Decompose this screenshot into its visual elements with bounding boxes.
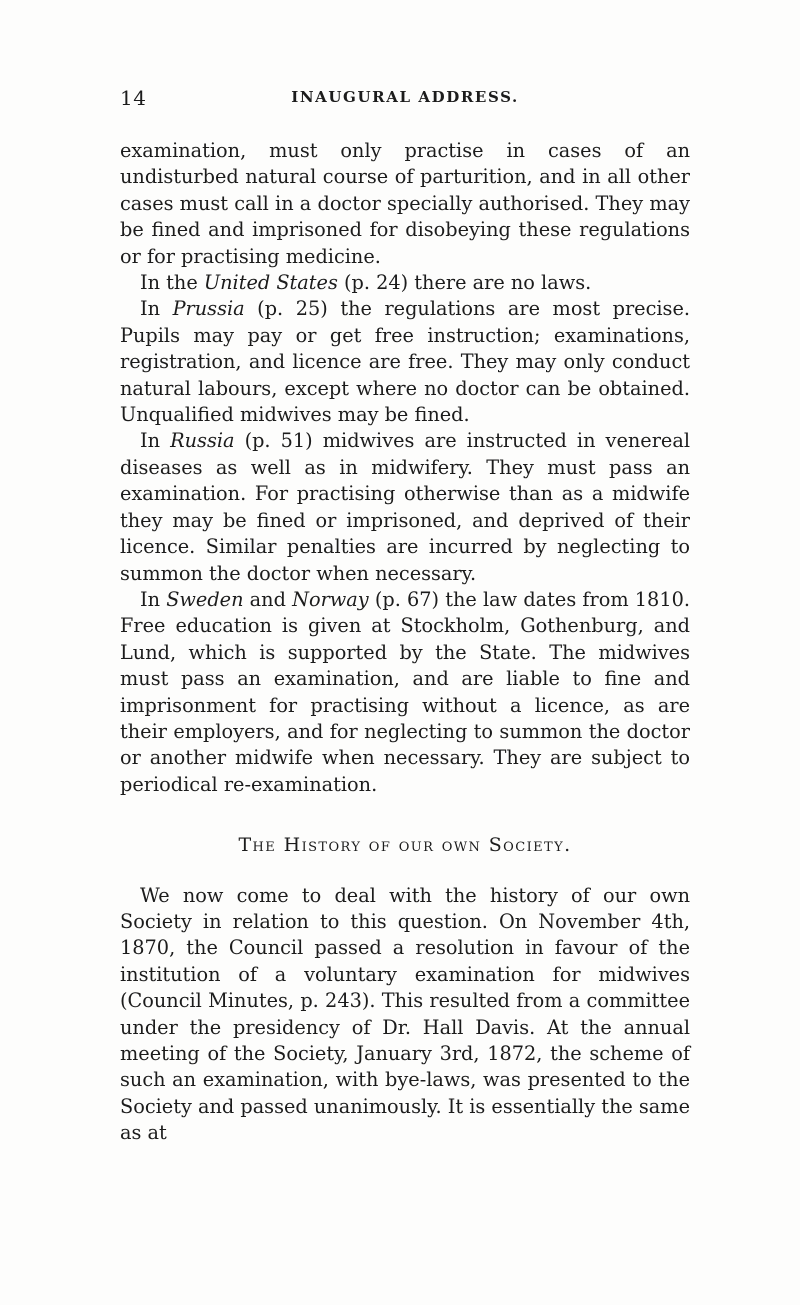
country-name: United States — [203, 271, 338, 295]
paragraph-continued: examination, must only practise in cases of an undisturbed natural course of parturition, and in all other cases must call in a doctor specially authorised. They may be fined and imprisoned for disobeying these regulations or for practising medicine. — [120, 139, 690, 268]
country-name: Prussia — [172, 297, 245, 321]
text-run: (p. 25) the regulations are most precise. Pupils may pay or get free instruction; examinations, registration, and licence are free. They may only conduct natural labours, except where no doctor can be obtained. Unqualified midwives may be fined. — [120, 297, 690, 427]
text-run: (p. 24) there are no laws. — [337, 271, 592, 295]
text-run: (p. 51) midwives are instructed in venereal diseases as well as in midwifery. They must pass an examination. For practising otherwise than as a midwife they may be fined or imprisoned, and deprived of their licence. Similar penalties are incurred by neglecting to summon the doctor when necessary. — [120, 429, 690, 585]
text-run: In — [140, 429, 171, 453]
page-number: 14 — [120, 86, 147, 110]
country-name: Sweden — [166, 587, 244, 611]
text-run: In — [140, 587, 167, 611]
text-run: (p. 67) the law dates from 1810. Free education is given at Stockholm, Gothenburg, and Lund, which is supported by the State. The midwives must pass an examination, and are liable to fine and imprisonment for practising without a licence, as are their employers, and for neglecting to summon the doctor or another midwife when necessary. They are subject to periodical re-examination. — [120, 587, 690, 796]
text-run: In — [140, 297, 173, 321]
text-run: In the — [140, 271, 204, 295]
paragraph-society-history: We now come to deal with the history of our own Society in relation to this question. On November 4th, 1870, the Council passed a resolution in favour of the institution of a voluntary examination for midwives (Council Minutes, p. 243). This resulted from a committee under the presidency of Dr. Hall Davis. At the annual meeting of the Society, January 3rd, 1872, the scheme of such an examination, with bye-laws, was presented to the Society and passed unanimously. It is essentially the same as at — [120, 883, 691, 1145]
paragraph-russia — [120, 428, 690, 586]
paragraph-prussia — [120, 296, 690, 428]
paragraph-united-states — [120, 270, 690, 296]
page-header — [120, 86, 680, 110]
section-heading: The History of our own Society. — [238, 834, 572, 857]
country-name: Russia — [170, 429, 235, 453]
paragraph-sweden-norway — [120, 587, 690, 798]
body-text — [120, 138, 690, 1147]
country-name: Norway — [292, 587, 369, 611]
text-run: and — [243, 587, 293, 611]
running-head: INAUGURAL ADDRESS. — [291, 88, 519, 106]
